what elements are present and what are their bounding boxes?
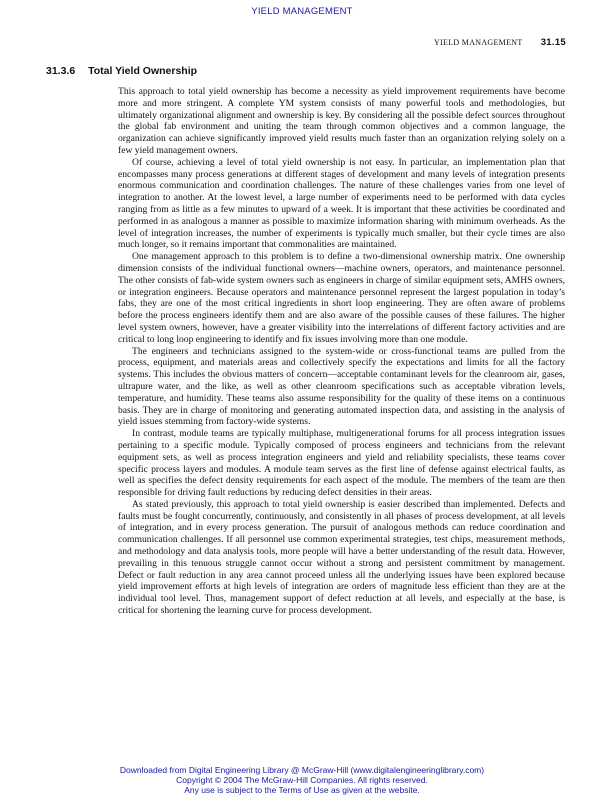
running-head bbox=[434, 37, 566, 48]
section-number: 31.3.6 bbox=[46, 65, 76, 77]
footer-terms-link[interactable]: Any use is subject to the Terms of Use as given at the website. bbox=[184, 785, 420, 795]
paragraph: Of course, achieving a level of total yield ownership is not easy. In particular, an implementation plan that encompasses many process generations at different stages of development and many levels of integration presents enormous communication and coordination challenges. The nature of these challenges varies from one level of integration to another. At the lowest level, a large number of experiments need to be performed with data cycles ranging from as little as a few minutes to upward of a week. It is important that these activities be coordinated and performed in as analogous a manner as possible to maximize information sharing with minimum overheads. As the level of integration increases, the number of experiments is typically much smaller, but their cycle times are also much longer, so it remains important that commonalities are maintained. bbox=[118, 156, 565, 251]
running-head-title: YIELD MANAGEMENT bbox=[433, 38, 523, 47]
paragraph: As stated previously, this approach to total yield ownership is easier described than implemented. Defects and faults must be fought concurrently, continuously, and consistently in all phases of process development, at all levels of integration, and in every process generation. The pursuit of analogous methods can reduce coordination and communication challenges. If all personnel use common experimental strategies, test chips, measurement methods, and methodology and data analysis tools, more people will have a better understanding of the result data. However, prevailing in this tenuous struggle cannot occur without a strong and persistent commitment by management. Defect or fault reduction in any area cannot proceed unless all the underlying issues have been explored because yield improvement efforts at high levels of integration are orders of magnitude less efficient than they are at the individual tool level. Thus, management support of defect reduction at all levels, and especially at the base, is critical for shortening the learning curve for process development. bbox=[118, 498, 565, 617]
footer-copyright: Copyright © 2004 The McGraw-Hill Companies. All rights reserved. bbox=[176, 775, 428, 785]
body-text bbox=[118, 86, 565, 617]
paragraph: In contrast, module teams are typically multiphase, multigenerational forums for all process integration issues pertaining to a specific module. Typically composed of process engineers and technicians from the relevant equipment sets, as well as process integration engineers and yield and reliability specialists, these teams cover specific process layers and modules. A module team serves as the first line of defense against electrical faults, as well as specifies the defect density requirements for each aspect of the module. The members of the team are then responsible for driving fault reductions by reducing defect densities in their areas. bbox=[118, 428, 565, 499]
section-title: Total Yield Ownership bbox=[88, 65, 198, 77]
footer bbox=[0, 765, 604, 795]
section-heading bbox=[46, 65, 197, 77]
paragraph: One management approach to this problem is to define a two-dimensional ownership matrix. One ownership dimension consists of the individual functional owners—machine owners, operators, and maintenance personnel. The other consists of fab-wide system owners such as engineers in charge of similar equipment sets, AMHS owners, or integration engineers. Because operators and maintenance personnel represent the largest population in today’s fabs, they are one of the most critical ingredients in short loop engineering. They are often aware of problems before the process engineers identify them and are also aware of the possible causes of these failures. The higher level system owners, however, have a greater visibility into the interrelations of different factory activities and are critical to long loop engineering to identify and fix issues involving more than one module. bbox=[118, 251, 565, 345]
footer-download-link[interactable]: Downloaded from Digital Engineering Library @ McGraw-Hill (www.digitalengineeringlibrary.com) bbox=[119, 765, 485, 775]
paragraph: This approach to total yield ownership has become a necessity as yield improvement requirements have become more and more stringent. A complete YM system consists of many powerful tools and methodologies, but ultimately organizational alignment and ownership is key. By considering all the possible defect sources throughout the global fab environment and uniting the team through common objectives and a common language, the organization can achieve significantly improved yield results much faster than an organization relying solely on a few yield management owners. bbox=[118, 86, 565, 156]
top-banner: YIELD MANAGEMENT bbox=[251, 6, 353, 17]
paragraph: The engineers and technicians assigned to the system-wide or cross-functional teams are pulled from the process, equipment, and materials areas and collectively specify the expectations and limits for all the factory systems. This includes the obvious matters of concern—acceptable contaminant levels for the cleanroom air, gases, ultrapure water, and the like, as well as other cleanroom specifications such as acceptable vibration levels, temperature, and humidity. These teams also assume responsibility for the quality of these items on a continuous basis. They are in charge of monitoring and generating automated inspection data, and assisting in the analysis of yield issues stemming from factory-wide systems. bbox=[118, 345, 565, 428]
page-number: 31.15 bbox=[540, 37, 566, 48]
